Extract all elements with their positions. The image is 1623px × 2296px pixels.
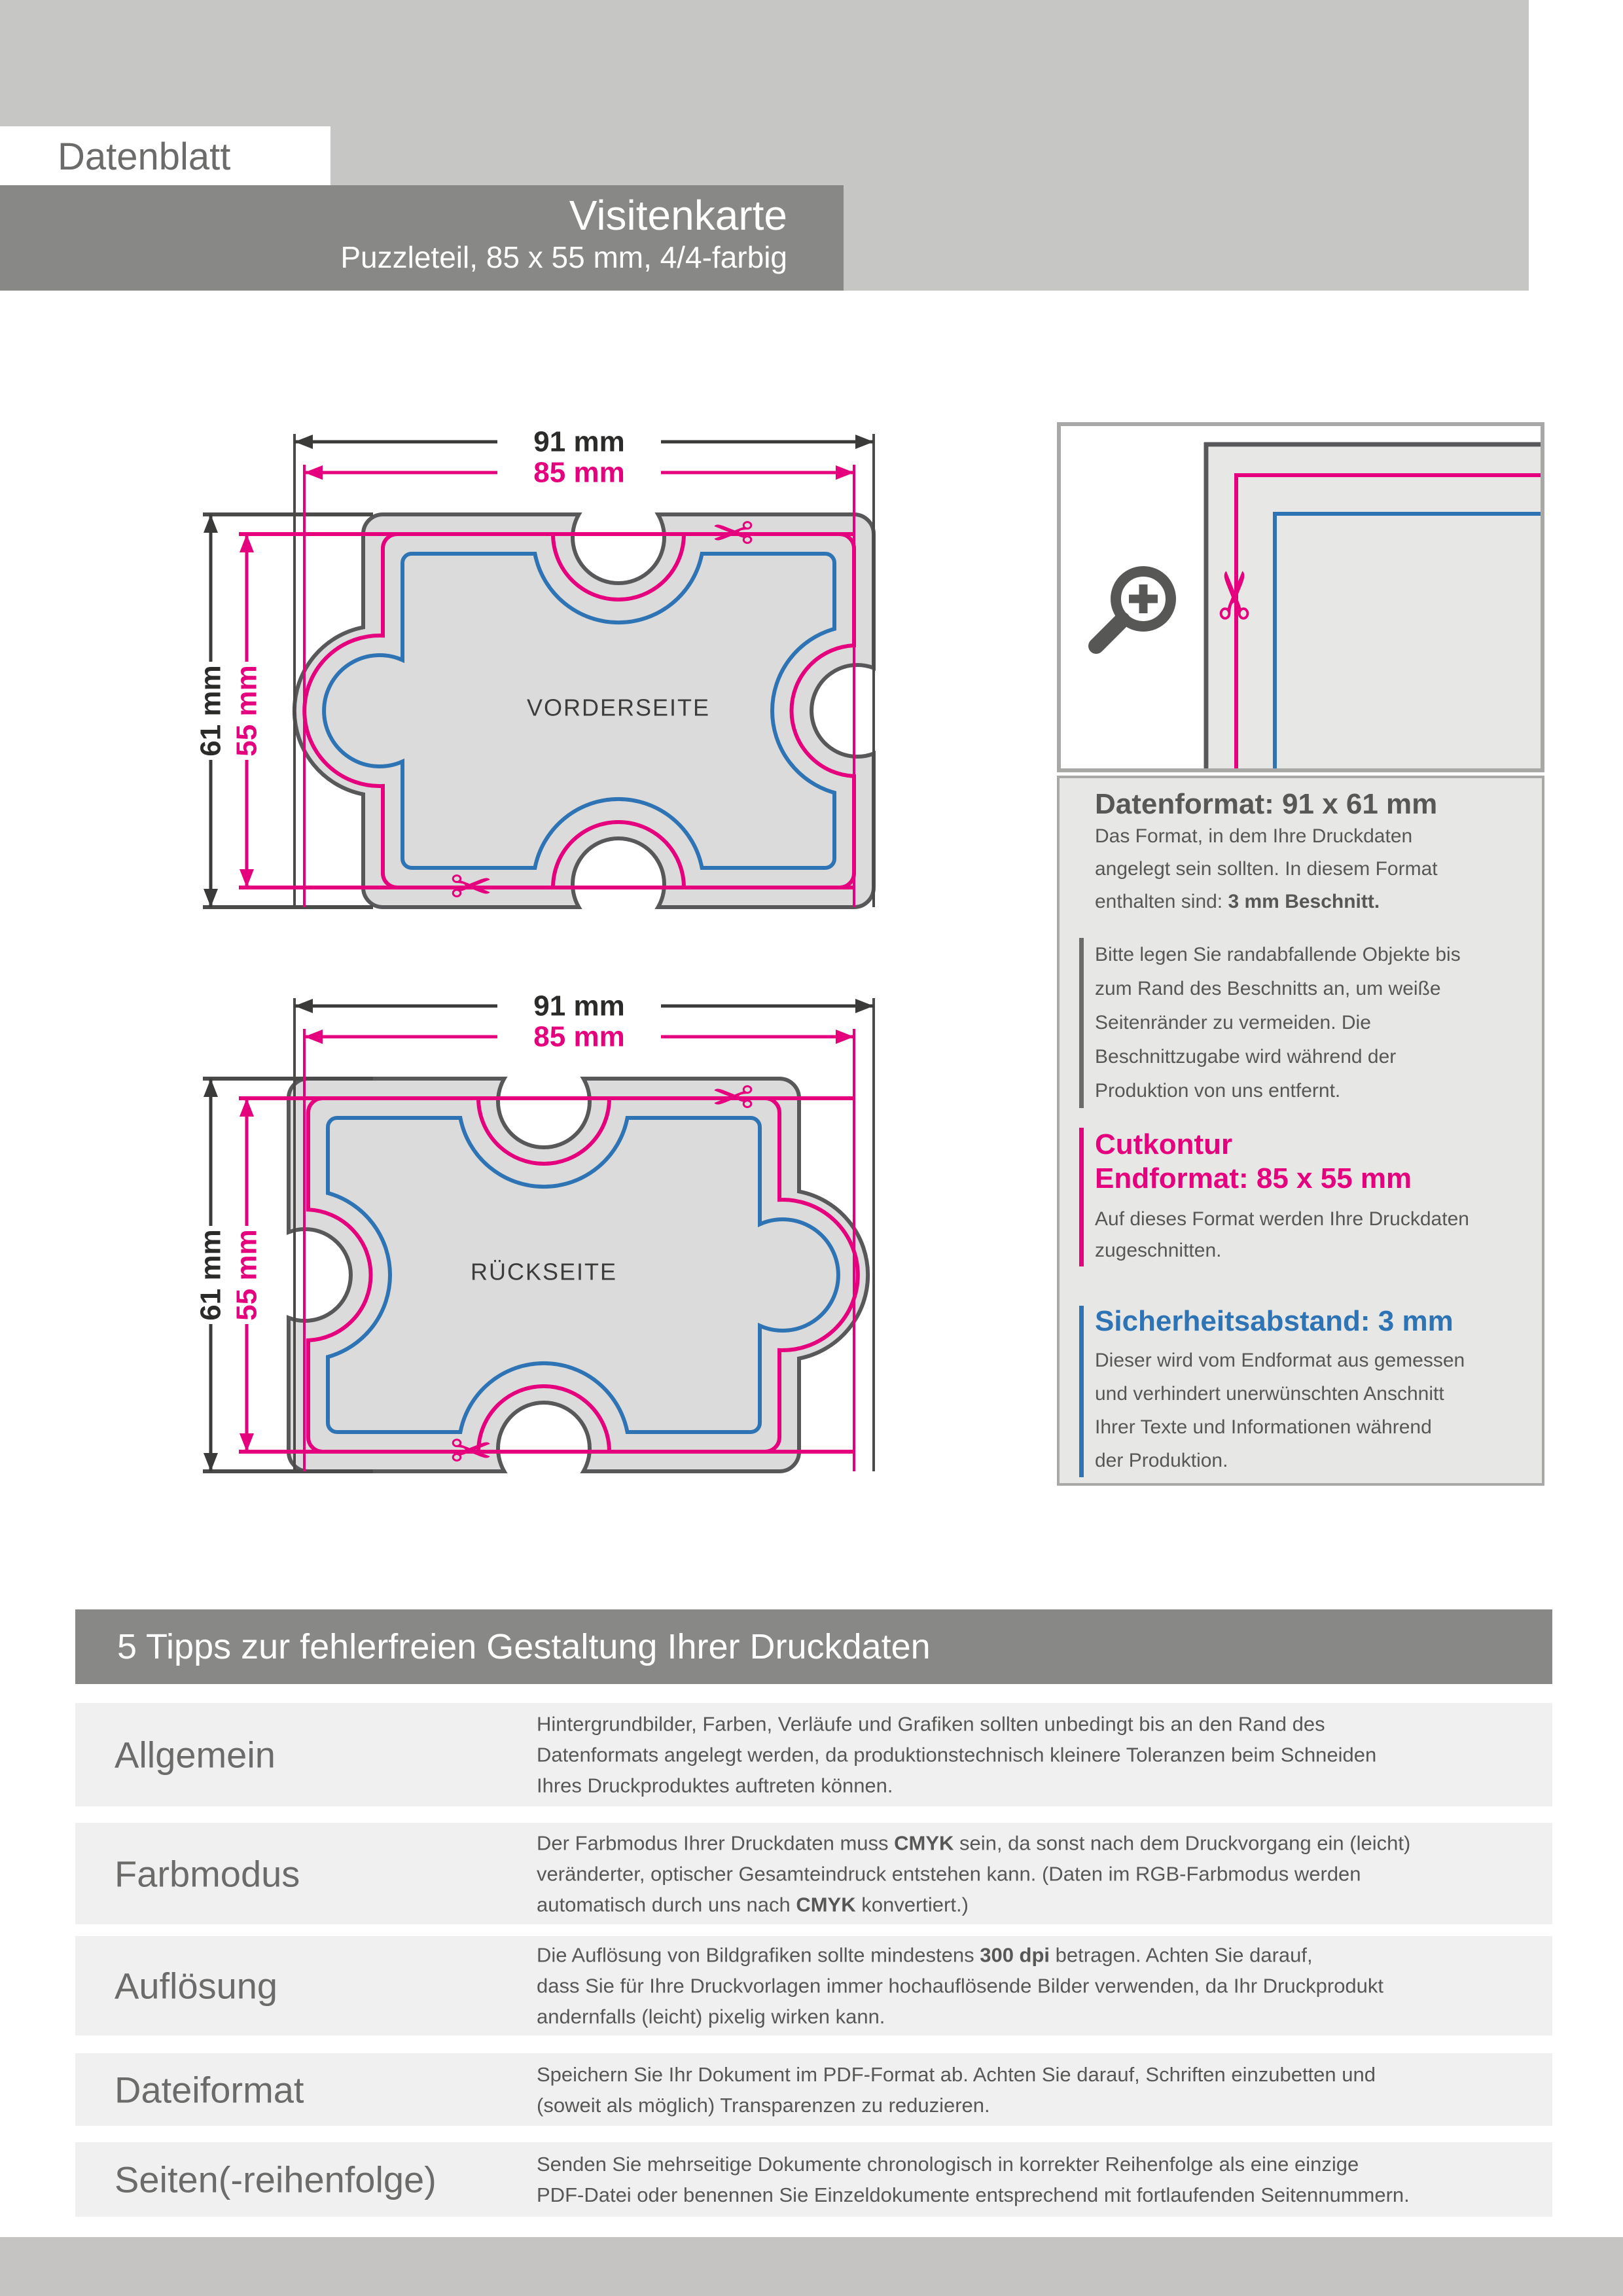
safety-body: Dieser wird vom Endformat aus gemessen und verhindert unerwünschten Anschnitt Ihrer Texte und Informationen während der Produktion. [1095,1350,1465,1471]
tip-label: Farbmodus [115,1853,300,1894]
dim-85-label: 85 mm [533,1020,625,1053]
magnifier-icon [1096,571,1171,646]
product-banner [0,185,844,291]
dimension-91 [294,426,874,458]
tip-body [537,1940,1533,2032]
tip-body [537,1827,1533,1920]
datenformat-body [1095,820,1525,918]
corner-zoom-box [1057,422,1544,772]
dimension-85 [304,1021,854,1053]
tip-text: Die Auflösung von Bildgrafiken sollte mindestens [537,1943,980,1967]
datenformat-body-text: Das Format, in dem Ihre Druckdaten angelegt sein sollten. In diesem Format enthalten sind: [1095,825,1438,912]
tip-label: Dateiformat [115,2069,304,2110]
tip-text: Der Farbmodus Ihrer Druckdaten muss [537,1831,895,1854]
safety-block [1079,1306,1525,1477]
dim-55-label: 55 mm [230,665,263,757]
tip-text: Hintergrundbilder, Farben, Verläufe und Grafiken sollten unbedingt bis an den Rand des Datenformats angelegt werden, da produktionstechnisch kleinere Toleranzen beim Schneiden Ihres Druckproduktes auftreten können. [537,1712,1377,1797]
corner-zoom-drawing [1061,426,1541,768]
dimension-91 [294,990,874,1022]
tip-text-bold: CMYK [894,1831,954,1854]
tip-body [537,2149,1533,2210]
tip-row-aufloesung [75,1936,1552,2036]
bleed-note-text: Bitte legen Sie randabfallende Objekte bis zum Rand des Beschnitts an, um weiße Seitenränder zu vermeiden. Die Beschnittzugabe wird während der Produktion von uns entfernt. [1095,944,1461,1102]
diagram-front [157,413,936,937]
scissors-icon: ✂ [711,505,755,564]
dimension-55 [231,1098,263,1452]
datenformat-body-bold: 3 mm Beschnitt. [1228,891,1380,912]
dimension-61 [195,514,227,907]
dimension-61 [195,1079,227,1471]
cutkontur-body: Auf dieses Format werden Ihre Druckdaten zugeschnitten. [1095,1208,1469,1261]
dim-61-label: 61 mm [194,665,227,757]
safety-heading: Sicherheitsabstand: 3 mm [1095,1305,1454,1337]
tip-row-dateiformat [75,2053,1552,2126]
bleed-note-block [1079,938,1525,1108]
dim-55-label: 55 mm [230,1229,263,1321]
tip-row-allgemein [75,1703,1552,1806]
tip-row-seitenreihenfolge [75,2142,1552,2217]
tip-body [537,1709,1533,1801]
dim-91-label: 91 mm [533,990,625,1022]
dim-61-label: 61 mm [194,1229,227,1321]
dim-85-label: 85 mm [533,456,625,489]
tip-body [537,2059,1533,2121]
dimension-55 [231,534,263,888]
tip-label: Allgemein [115,1734,276,1776]
back-side-label: RÜCKSEITE [470,1258,618,1285]
cutkontur-heading: Cutkontur Endformat: 85 x 55 mm [1095,1128,1412,1194]
tip-text-bold: 300 dpi [980,1943,1050,1967]
scissors-icon: ✂ [450,1422,493,1481]
tips-header-title: 5 Tipps zur fehlerfreien Gestaltung Ihrer Druckdaten [117,1627,931,1666]
tip-label: Auflösung [115,1965,278,2007]
sheet-label-box [0,126,330,187]
tip-text: betragen. Achten Sie darauf, dass Sie für Ihre Druckvorlagen immer hochauflösende Bilder verwenden, da Ihr Druckprodukt andernfalls (leicht) pixelig wirken kann. [537,1943,1384,2028]
tip-text: Senden Sie mehrseitige Dokumente chronologisch in korrekter Reihenfolge als eine einzige PDF-Datei oder benennen Sie Einzeldokumente entsprechend mit fortlaufenden Seitennummern. [537,2153,1410,2206]
product-title: Visitenkarte [569,192,787,239]
datenformat-heading: Datenformat: 91 x 61 mm [1095,788,1438,820]
dim-91-label: 91 mm [533,425,625,458]
tips-header-bar [75,1609,1552,1684]
scissors-icon: ✂ [1197,567,1274,622]
scissors-icon: ✂ [450,858,493,917]
footer-bar [0,2237,1623,2296]
tip-text: Speichern Sie Ihr Dokument im PDF-Format ab. Achten Sie darauf, Schriften einzubetten und (soweit als möglich) Transparenzen zu reduzieren. [537,2062,1376,2117]
format-info-panel [1057,776,1544,1486]
tip-text-bold: CMYK [796,1893,856,1916]
sheet-label: Datenblatt [58,135,231,178]
tip-row-farbmodus [75,1823,1552,1924]
tip-label: Seiten(-reihenfolge) [115,2159,437,2200]
diagram-back [157,977,936,1501]
tip-text: sein, da sonst nach dem Druckvorgang ein (leicht) veränderter, optischer Gesamteindruck entstehen kann. (Daten im RGB-Farbmodus werden automatisch durch uns nach [537,1831,1411,1916]
front-side-label: VORDERSEITE [526,694,711,721]
dimension-85 [304,457,854,489]
scissors-icon: ✂ [711,1069,755,1128]
cutkontur-block [1079,1128,1525,1266]
tip-text: konvertiert.) [855,1893,969,1916]
product-subtitle: Puzzleteil, 85 x 55 mm, 4/4-farbig [340,240,787,275]
